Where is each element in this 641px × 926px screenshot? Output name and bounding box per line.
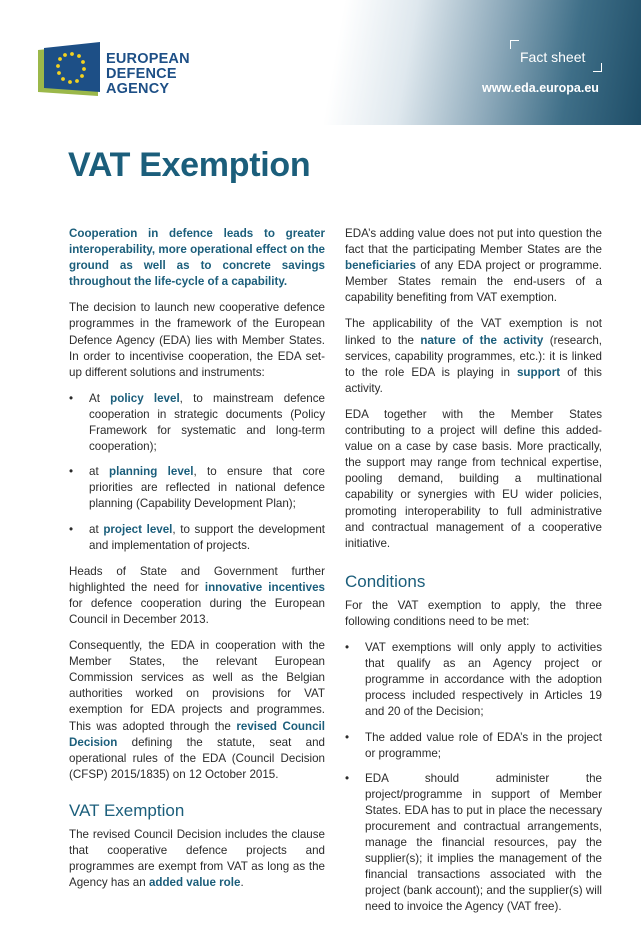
paragraph: EDA together with the Member States contributing to a project will define this added-value on a case by case basis. More practically, the support may range from technical expertise, pooling demand, building a multinational capability or synergies with EU wider policies, promoting interoperability to full administrative and contractual management of a cooperative initiative. [345,407,602,550]
conditions-list [345,640,602,916]
paragraph: The revised Council Decision includes the clause that cooperative defence projects and programmes are exempt from VAT as long as the Agency has an added value role. [69,828,325,890]
paragraph: Consequently, the EDA in cooperation with the Member States, the relevant European Commission services as well as the Belgian authorities worked on provisions for VAT exemption for EDA projects and programmes. This was adopted through the revised Council Decision defining the statute, seat and operational rules of the EDA (Council Decision (CFSP) 2015/1835) on 12 October 2015. [69,639,325,781]
fact-sheet-label: Fact sheet [520,49,586,65]
list-item: • The added value role of EDA’s in the project or programme; [345,730,602,762]
section-heading-conditions: Conditions [345,571,426,591]
list-item: • at project level, to support the development and implementation of projects. [69,522,325,554]
list-item: • at planning level, to ensure that core priorities are reflected in national defence planning (Capability Development Plan); [69,464,325,512]
paragraph: Heads of State and Government further highlighted the need for innovative incentives for defence cooperation during the European Council in December 2013. [69,564,325,626]
logo-wordmark: EUROPEAN DEFENCE AGENCY [106,51,190,97]
right-column [345,226,602,926]
list-item: • At policy level, to mainstream defence cooperation in strategic documents (Policy Framework for systematic and long-term cooperation); [69,391,325,455]
lead-paragraph: Cooperation in defence leads to greater interoperability, more operational effect on the ground as well as to concrete savings throughout the life-cycle of a capability. [69,227,325,289]
paragraph: For the VAT exemption to apply, the three following conditions need to be met: [345,598,602,628]
left-column [69,226,325,901]
intro-paragraph: The decision to launch new cooperative defence programmes in the framework of the European Defence Agency (EDA) lies with Member States. In order to incentivise cooperation, the EDA set-up different solutions and instruments: [69,301,325,379]
page-title: VAT Exemption [68,146,311,184]
section-heading-vat-exemption: VAT Exemption [69,800,185,820]
website-link[interactable]: www.eda.europa.eu [482,81,599,95]
list-item: • EDA should administer the project/programme in support of Member States. EDA has to put in place the necessary procurement and contractual arrangements, manage the financial resources, pay the supplier(s); it implies the management of the financial transactions associated with the project (bank account); and the supplier(s) will need to invoice the Agency (VAT free). [345,771,602,916]
instruments-list [69,391,325,554]
paragraph: The applicability of the VAT exemption is not linked to the nature of the activity (research, services, capability programmes, etc.): it is linked to the role EDA is playing in support of this activity. [345,317,602,395]
paragraph: EDA’s adding value does not put into question the fact that the participating Member States are the beneficiaries of any EDA project or programme. Member States remain the end-users of a capability benefiting from VAT exemption. [345,227,602,305]
list-item: • VAT exemptions will only apply to activities that qualify as an Agency project or programme in accordance with the adoption process included respectively in Articles 19 and 20 of the Decision; [345,640,602,720]
